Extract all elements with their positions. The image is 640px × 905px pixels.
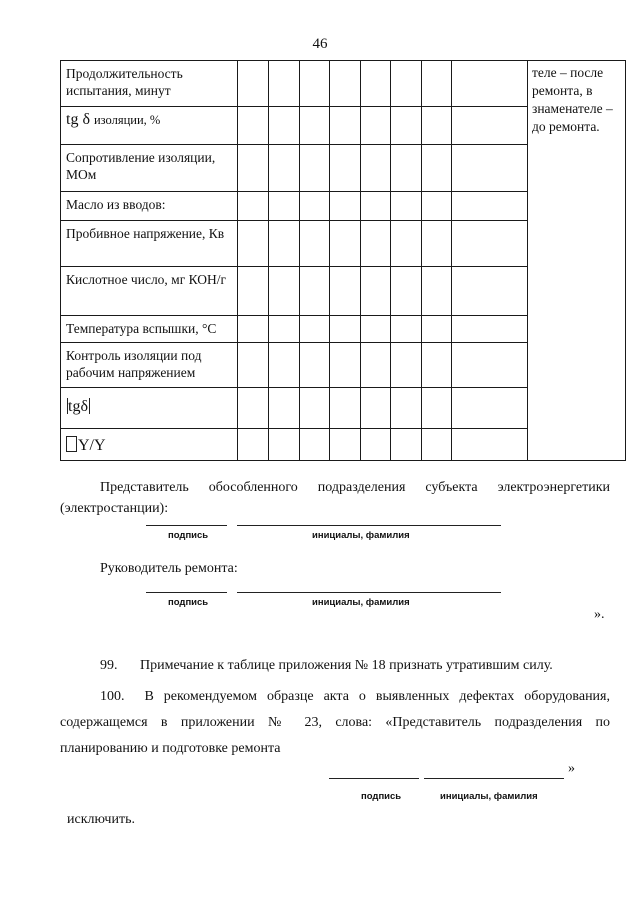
tg-delta-symbol: tg δ (66, 111, 90, 128)
row-label-test-duration: Продолжительность испытания, минут (61, 61, 238, 107)
name-caption: инициалы, фамилия (440, 791, 538, 802)
note-cell: теле – после ремонта, в знаменателе – до ремонта. (528, 61, 626, 461)
name-line (237, 592, 501, 593)
row-label-insulation-control: Контроль изоляции под рабочим напряжением (61, 343, 238, 388)
item-100-paragraph (60, 684, 610, 762)
signature-line (329, 778, 419, 779)
signature-caption: подпись (361, 791, 402, 802)
representative-paragraph: Представитель обособленного подразделения субъекта электроэнергетики (электростанции): (60, 480, 610, 516)
row-label-insulation-resistance: Сопротивление изоляции, МОм (61, 145, 238, 192)
page-number: 46 (312, 36, 328, 52)
signature-caption: подпись (168, 597, 209, 608)
name-caption: инициалы, фамилия (312, 597, 410, 608)
vertical-bar-icon (89, 398, 90, 414)
item-100-number: 100. (100, 689, 125, 704)
row-label-breakdown-voltage: Пробивное напряжение, Кв (61, 221, 238, 267)
closing-quote: » (568, 761, 575, 776)
row-label-delta-y: Y/Y (61, 429, 238, 461)
name-line (237, 525, 501, 526)
exclude-text: исключить. (67, 812, 135, 827)
item-100-text: В рекомендуемом образце акта о выявленных дефектах оборудования, содержащемся в приложении № 23, слова: «Представитель подразделения по планированию и подготовке ремонта (60, 689, 610, 756)
signature-caption: подпись (168, 530, 209, 541)
missing-glyph-icon (66, 436, 77, 452)
name-line (424, 778, 564, 779)
item-99-text: Примечание к таблице приложения № 18 признать утратившим силу. (140, 658, 553, 673)
tg-delta-unit: изоляции, % (93, 113, 161, 127)
row-label-bushing-oil: Масло из вводов: (61, 192, 238, 221)
signature-line (146, 525, 227, 526)
closing-quote: ». (594, 607, 605, 622)
name-caption: инициалы, фамилия (312, 530, 410, 541)
repair-head-label: Руководитель ремонта: (100, 561, 238, 576)
results-table (60, 60, 626, 461)
signature-line (146, 592, 227, 593)
row-label-acid-number: Кислотное число, мг КОН/г (61, 267, 238, 316)
row-label-tg-delta (61, 107, 238, 145)
item-99-number: 99. (100, 658, 118, 673)
row-label-delta-tg: tgδ (61, 388, 238, 429)
row-label-flash-point: Температура вспышки, °С (61, 316, 238, 343)
